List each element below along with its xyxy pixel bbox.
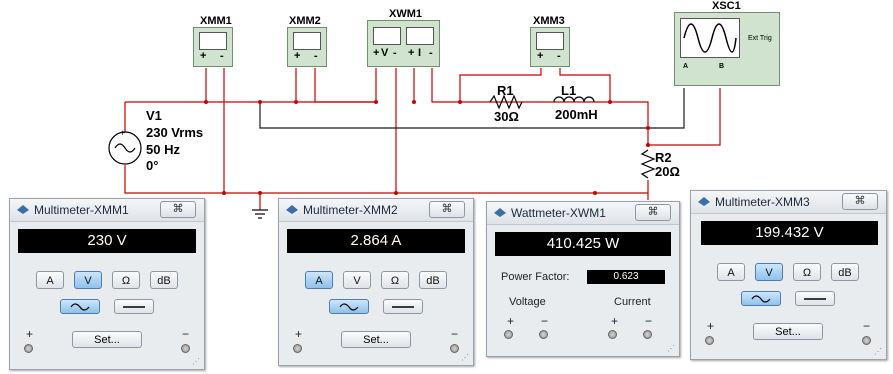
meter-face-icon (293, 32, 321, 50)
r2-resistor-symbol (642, 150, 654, 178)
negative-terminal[interactable] (862, 336, 871, 345)
close-button[interactable] (635, 204, 671, 221)
scope-b-label: B (719, 63, 725, 70)
v1-phase: 0° (146, 158, 159, 173)
close-button[interactable] (842, 193, 878, 210)
resize-grip-icon[interactable]: ⋰ (874, 347, 882, 356)
dc-mode-button[interactable] (114, 299, 154, 314)
reading-display: 230 V (18, 229, 196, 253)
multimeter-xmm1-window[interactable] (9, 198, 205, 370)
xmm1-instrument[interactable] (193, 27, 233, 67)
l1-name: L1 (561, 83, 577, 98)
negative-terminal[interactable] (181, 344, 190, 353)
scope-screen-icon (680, 18, 740, 58)
window-title: Multimeter-XMM3 (715, 195, 810, 209)
minus-label: − (863, 319, 871, 333)
terminal-plus: + (408, 47, 415, 59)
terminal-v: V (381, 47, 389, 59)
power-factor-label: Power Factor: (501, 271, 570, 283)
r2-name: R2 (655, 150, 672, 165)
dc-mode-button[interactable] (383, 299, 423, 314)
xmm2-label: XMM2 (289, 15, 321, 27)
ac-wave-icon (61, 300, 99, 313)
xmm3-label: XMM3 (533, 15, 565, 27)
xwm1-instrument[interactable] (367, 20, 440, 67)
resize-grip-icon[interactable]: ⋰ (461, 353, 469, 362)
meter-face-icon (536, 32, 564, 50)
window-title: Wattmeter-XWM1 (511, 206, 606, 220)
title-bar[interactable] (10, 199, 204, 222)
positive-terminal[interactable] (293, 344, 302, 353)
multimeter-xmm3-window[interactable] (690, 190, 887, 360)
window-title: Multimeter-XMM2 (303, 203, 398, 217)
close-button[interactable] (429, 201, 465, 218)
l1-value: 200mH (555, 107, 598, 122)
title-bar[interactable] (487, 202, 679, 225)
ext-trig-label: Ext Trig (748, 35, 772, 42)
mode-ammeter-button[interactable]: A (305, 271, 333, 289)
window-title: Multimeter-XMM1 (34, 203, 129, 217)
r1-name: R1 (497, 83, 514, 98)
mode-db-button[interactable]: dB (150, 271, 178, 289)
positive-terminal[interactable] (24, 344, 33, 353)
meter-face-icon (199, 32, 227, 50)
xmm3-instrument[interactable] (530, 27, 570, 67)
set-button[interactable]: Set... (72, 331, 142, 348)
mode-db-button[interactable]: dB (831, 263, 859, 281)
dc-line-icon (796, 292, 834, 305)
reading-display: 410.425 W (495, 232, 671, 256)
xsc1-oscilloscope[interactable] (674, 12, 780, 86)
title-bar[interactable] (691, 191, 886, 214)
plus-label: + (707, 319, 715, 333)
plus-label: + (26, 327, 34, 341)
mode-db-button[interactable]: dB (419, 271, 447, 289)
plus-label: + (295, 327, 303, 341)
set-button[interactable]: Set... (341, 331, 411, 348)
current-plus-label: + (611, 314, 619, 328)
mode-ammeter-button[interactable]: A (36, 271, 64, 289)
v1-voltage: 230 Vrms (146, 125, 204, 140)
terminal-plus: + (200, 50, 207, 62)
voltage-minus-label: − (541, 314, 549, 328)
r2-value: 20Ω (655, 164, 680, 179)
meter-face-icon (373, 27, 401, 45)
terminal-minus: - (220, 50, 224, 62)
resize-grip-icon[interactable]: ⋰ (192, 357, 200, 366)
close-icon: ⌘ (647, 206, 659, 218)
current-negative-terminal[interactable] (643, 330, 652, 339)
ac-mode-button[interactable] (60, 299, 100, 314)
power-factor-value: 0.623 (587, 270, 665, 284)
voltage-negative-terminal[interactable] (539, 330, 548, 339)
mode-voltmeter-button[interactable]: V (343, 271, 371, 289)
mode-voltmeter-button[interactable]: V (74, 271, 102, 289)
minus-label: − (451, 327, 459, 341)
positive-terminal[interactable] (705, 336, 714, 345)
svg-text:+: + (120, 128, 126, 138)
reading-display: 2.864 A (287, 229, 465, 253)
terminal-plus: + (537, 50, 544, 62)
mode-ohmmeter-button[interactable]: Ω (793, 263, 821, 281)
multimeter-icon (285, 204, 299, 215)
terminal-minus: - (557, 50, 561, 62)
xwm1-label: XWM1 (389, 8, 422, 20)
multimeter-icon (16, 204, 30, 215)
ac-wave-icon (742, 292, 780, 305)
ac-mode-button[interactable] (329, 299, 369, 314)
negative-terminal[interactable] (450, 344, 459, 353)
current-minus-label: − (645, 314, 653, 328)
voltage-positive-terminal[interactable] (504, 330, 513, 339)
multimeter-xmm2-window[interactable] (278, 198, 474, 366)
close-icon: ⌘ (441, 203, 453, 215)
terminal-plus: + (294, 50, 301, 62)
terminal-minus: - (429, 47, 433, 59)
terminal-minus: - (393, 47, 397, 59)
voltage-label: Voltage (509, 296, 546, 308)
current-label: Current (614, 296, 651, 308)
scope-a-label: A (683, 63, 689, 70)
v1-frequency: 50 Hz (146, 142, 180, 157)
wattmeter-icon (493, 207, 507, 218)
current-positive-terminal[interactable] (608, 330, 617, 339)
v1-name: V1 (146, 108, 162, 123)
voltage-plus-label: + (507, 314, 515, 328)
dc-mode-button[interactable] (795, 291, 835, 306)
ac-mode-button[interactable] (741, 291, 781, 306)
reading-display: 199.432 V (701, 221, 878, 245)
r1-value: 30Ω (494, 109, 519, 124)
mode-voltmeter-button[interactable]: V (755, 263, 783, 281)
mode-ohmmeter-button[interactable]: Ω (112, 271, 140, 289)
terminal-plus: + (373, 47, 380, 59)
close-icon: ⌘ (854, 195, 866, 207)
wattmeter-xwm1-window[interactable] (486, 201, 680, 357)
meter-face-icon (406, 27, 434, 45)
xmm1-label: XMM1 (200, 15, 232, 27)
multimeter-icon (697, 196, 711, 207)
mode-ohmmeter-button[interactable]: Ω (381, 271, 409, 289)
set-button[interactable]: Set... (753, 323, 823, 340)
close-button[interactable] (160, 201, 196, 218)
minus-label: − (182, 327, 190, 341)
mode-ammeter-button[interactable]: A (717, 263, 745, 281)
terminal-i: I (418, 47, 422, 59)
title-bar[interactable] (279, 199, 473, 222)
terminal-minus: - (314, 50, 318, 62)
xmm2-instrument[interactable] (287, 27, 327, 67)
xsc1-label: XSC1 (712, 0, 741, 12)
dc-line-icon (115, 300, 153, 313)
ac-wave-icon (330, 300, 368, 313)
dc-line-icon (384, 300, 422, 313)
close-icon: ⌘ (172, 203, 184, 215)
resize-grip-icon[interactable]: ⋰ (667, 344, 675, 353)
